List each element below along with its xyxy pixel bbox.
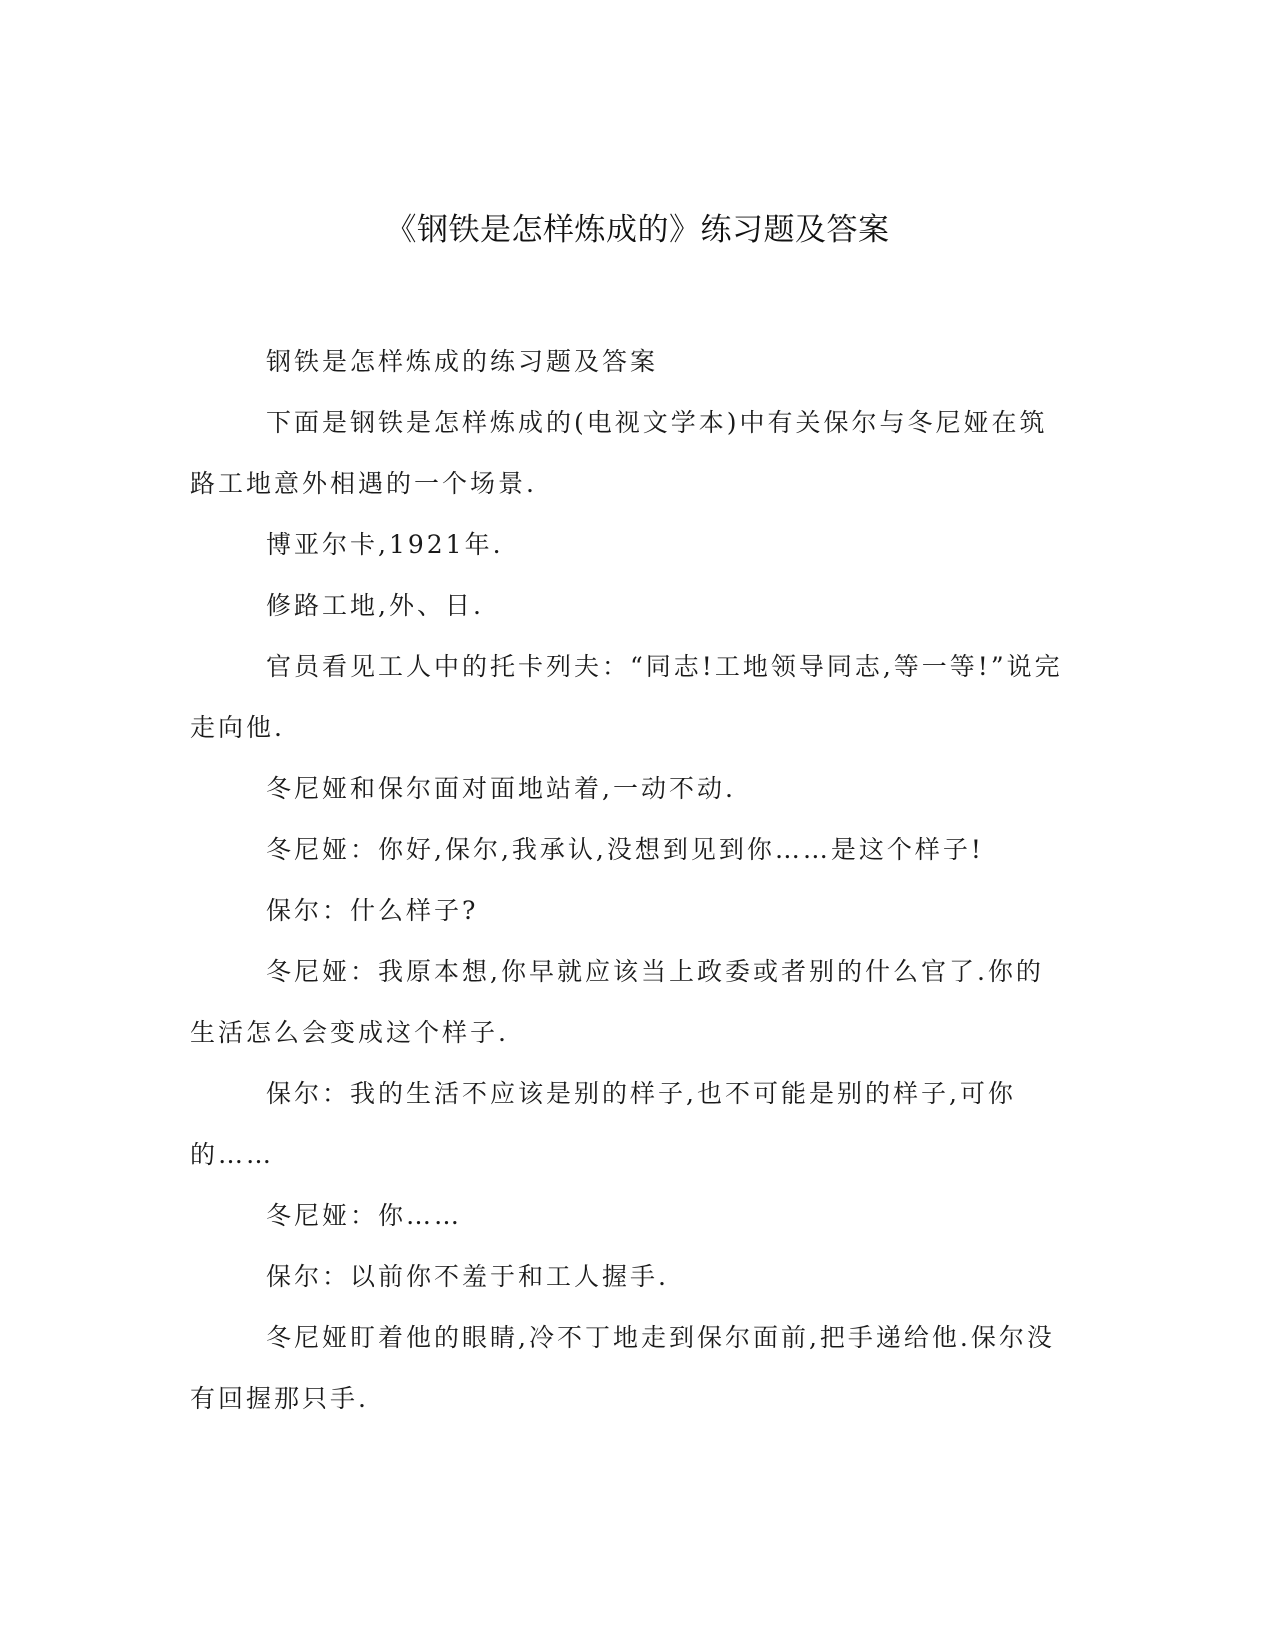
- document-body: [190, 331, 1070, 1429]
- paragraph: 官员看见工人中的托卡列夫：“同志!工地领导同志,等一等!”说完走向他.: [190, 652, 1063, 742]
- paragraph: 博亚尔卡,1921年.: [266, 530, 504, 559]
- paragraph: 保尔：我的生活不应该是别的样子,也不可能是别的样子,可你的……: [190, 1079, 1016, 1169]
- paragraph: 下面是钢铁是怎样炼成的(电视文学本)中有关保尔与冬尼娅在筑路工地意外相遇的一个场景.: [190, 408, 1048, 498]
- paragraph-subtitle: 钢铁是怎样炼成的练习题及答案: [266, 347, 659, 376]
- document-title: 《钢铁是怎样炼成的》练习题及答案: [385, 212, 890, 248]
- paragraph: 冬尼娅：我原本想,你早就应该当上政委或者别的什么官了.你的生活怎么会变成这个样子.: [190, 957, 1044, 1047]
- paragraph: 修路工地,外、日.: [266, 591, 484, 620]
- paragraph: 冬尼娅和保尔面对面地站着,一动不动.: [266, 774, 736, 803]
- paragraph: 冬尼娅：你好,保尔,我承认,没想到见到你……是这个样子!: [266, 835, 984, 864]
- paragraph: 冬尼娅：你……: [266, 1201, 463, 1230]
- paragraph: 冬尼娅盯着他的眼睛,冷不丁地走到保尔面前,把手递给他.保尔没有回握那只手.: [190, 1323, 1055, 1413]
- paragraph: 保尔：以前你不羞于和工人握手.: [266, 1262, 669, 1291]
- paragraph: 保尔：什么样子?: [266, 896, 479, 925]
